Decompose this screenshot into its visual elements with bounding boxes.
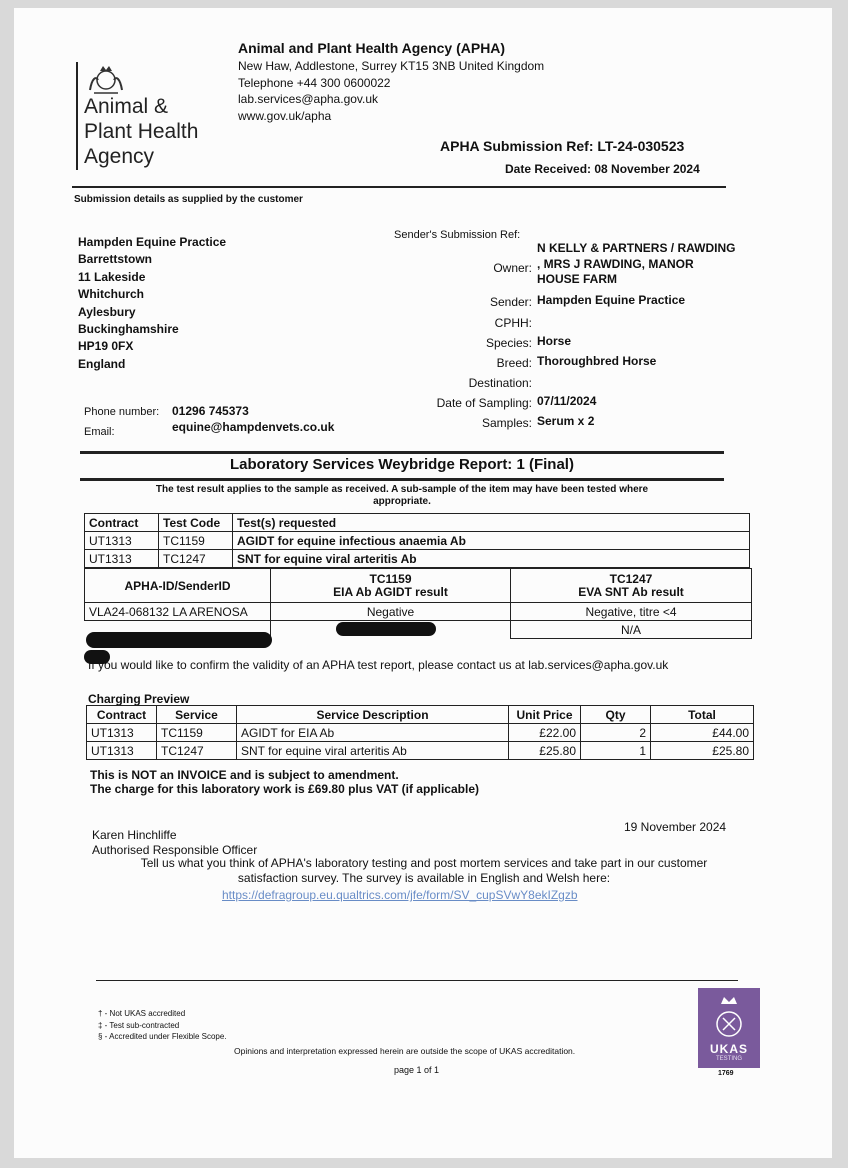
owner-value: N KELLY & PARTNERS / RAWDING , MRS J RAWDING, MANOR HOUSE FARM (537, 241, 736, 286)
table-row (87, 724, 754, 742)
table-cell: AGIDT for EIA Ab (237, 724, 509, 742)
tests-header-code: Test Code (159, 514, 233, 532)
table-cell: TC1159 (159, 532, 233, 550)
phone-label: Phone number: (84, 406, 160, 418)
report-title-rule-bottom (80, 478, 724, 481)
logo-divider (76, 62, 78, 170)
table-cell: UT1313 (87, 724, 157, 742)
agency-telephone: Telephone +44 300 0600022 (238, 75, 391, 90)
charging-title: Charging Preview (88, 692, 190, 706)
table-row (85, 532, 750, 550)
submission-section-title: Submission details as supplied by the customer (74, 194, 303, 205)
sender-label: Sender: (489, 295, 532, 309)
report-title-rule-top (80, 451, 724, 454)
results-header-id: APHA-ID/SenderID (85, 569, 271, 603)
survey-text: Tell us what you think of APHA's laboratory testing and post mortem services and take part in our customer satisfaction survey. The survey is available in English and Welsh here: (140, 856, 708, 885)
charging-header-total: Total (651, 706, 754, 724)
redaction-mark (336, 622, 436, 636)
table-cell: £25.80 (651, 742, 754, 760)
not-invoice-note: This is NOT an INVOICE and is subject to amendment. (90, 768, 399, 782)
agency-email[interactable]: lab.services@apha.gov.uk (238, 92, 379, 106)
header-rule (72, 186, 726, 188)
table-cell: AGIDT for equine infectious anaemia Ab (233, 532, 750, 550)
email-value[interactable]: equine@hampdenvets.co.uk (172, 420, 335, 434)
signoff-date: 19 November 2024 (624, 820, 727, 834)
table-header-row (85, 569, 752, 603)
ukas-sub: TESTING (715, 1056, 742, 1062)
table-cell: £22.00 (509, 724, 581, 742)
table-header-row (85, 514, 750, 532)
phone-value: 01296 745373 (172, 404, 249, 418)
report-page (14, 8, 832, 1158)
eia-result: Negative (271, 603, 511, 621)
species-value: Horse (537, 334, 572, 348)
table-cell: SNT for equine viral arteritis Ab (233, 550, 750, 568)
submission-ref: APHA Submission Ref: LT-24-030523 (440, 138, 685, 154)
opinions-note: Opinions and interpretation expressed herein are outside the scope of UKAS accreditation. (234, 1046, 576, 1056)
footer-rule (96, 980, 738, 981)
validity-note: If you would like to confirm the validity of an APHA test report, please contact us at lab.services@apha.gov.uk (88, 658, 669, 672)
ukas-number: 1769 (718, 1070, 734, 1077)
cphh-label: CPHH: (494, 316, 532, 330)
table-cell: TC1247 (157, 742, 237, 760)
tests-header-contract: Contract (85, 514, 159, 532)
samples-label: Samples: (481, 416, 532, 430)
sampling-value: 07/11/2024 (537, 394, 597, 408)
agency-contact (238, 58, 544, 124)
agency-name: Animal and Plant Health Agency (APHA) (238, 40, 506, 56)
table-cell: UT1313 (85, 532, 159, 550)
agency-address: New Haw, Addlestone, Surrey KT15 3NB United Kingdom (238, 59, 545, 73)
footer-legend: † - Not UKAS accredited ‡ - Test sub-contracted § - Accredited under Flexible Scope. (98, 1009, 227, 1041)
customer-address: Hampden Equine Practice Barrettstown 11 Lakeside Whitchurch Aylesbury Buckinghamshire HP19 0FX England (78, 235, 227, 371)
sender-value: Hampden Equine Practice (537, 293, 686, 307)
email-label: Email: (84, 426, 115, 438)
charging-header-unit-price: Unit Price (509, 706, 581, 724)
charging-header-description: Service Description (237, 706, 509, 724)
charge-total-note: The charge for this laboratory work is £69.80 plus VAT (if applicable) (90, 782, 479, 796)
page-number: page 1 of 1 (394, 1065, 440, 1075)
signatory-name: Karen Hinchliffe (92, 828, 177, 842)
table-row (85, 550, 750, 568)
table-cell: TC1247 (159, 550, 233, 568)
table-cell: £25.80 (509, 742, 581, 760)
table-header-row (87, 706, 754, 724)
charging-header-service: Service (157, 706, 237, 724)
survey-link[interactable]: https://defragroup.eu.qualtrics.com/jfe/form/SV_cupSVwY8ekIZgzb (222, 888, 578, 902)
table-cell: TC1159 (157, 724, 237, 742)
charging-header-qty: Qty (581, 706, 651, 724)
signatory-role: Authorised Responsible Officer (92, 843, 258, 857)
charging-table (86, 705, 754, 760)
signatory (92, 828, 257, 858)
sample-id: VLA24-068132 LA ARENOSA (85, 603, 271, 621)
table-cell: SNT for equine viral arteritis Ab (237, 742, 509, 760)
table-cell: UT1313 (87, 742, 157, 760)
owner-label: Owner: (493, 261, 532, 275)
tests-table (84, 513, 750, 568)
samples-value: Serum x 2 (537, 414, 595, 428)
agency-logo-text: Animal & Plant Health Agency (84, 95, 199, 168)
table-row (85, 603, 752, 621)
table-cell: 2 (581, 724, 651, 742)
breed-label: Breed: (496, 356, 532, 370)
agency-website[interactable]: www.gov.uk/apha (238, 108, 332, 123)
table-row (87, 742, 754, 760)
ukas-crown-icon (713, 994, 745, 1040)
date-received: Date Received: 08 November 2024 (505, 162, 700, 176)
ukas-mark (698, 988, 760, 1068)
table-cell: UT1313 (85, 550, 159, 568)
report-title: Laboratory Services Weybridge Report: 1 (Final) (230, 456, 574, 473)
breed-value: Thoroughbred Horse (537, 354, 657, 368)
charging-header-contract: Contract (87, 706, 157, 724)
faded-footer-text (284, 992, 564, 1042)
eva-result-na: N/A (511, 621, 752, 639)
species-label: Species: (485, 336, 532, 350)
destination-label: Destination: (468, 376, 532, 390)
eva-result: Negative, titre <4 (511, 603, 752, 621)
tests-header-requested: Test(s) requested (233, 514, 750, 532)
sampling-label: Date of Sampling: (436, 396, 532, 410)
royal-crest-icon (86, 62, 126, 96)
results-header-eva: TC1247 EVA SNT Ab result (511, 569, 752, 603)
table-cell: 1 (581, 742, 651, 760)
senders-ref-label: Sender's Submission Ref: (394, 229, 521, 241)
table-cell: £44.00 (651, 724, 754, 742)
report-note: The test result applies to the sample as received. A sub-sample of the item may have been tested where appropriate. (155, 484, 649, 507)
results-header-eia: TC1159 EIA Ab AGIDT result (271, 569, 511, 603)
ukas-label: UKAS (709, 1042, 748, 1056)
redaction-mark (86, 632, 272, 648)
